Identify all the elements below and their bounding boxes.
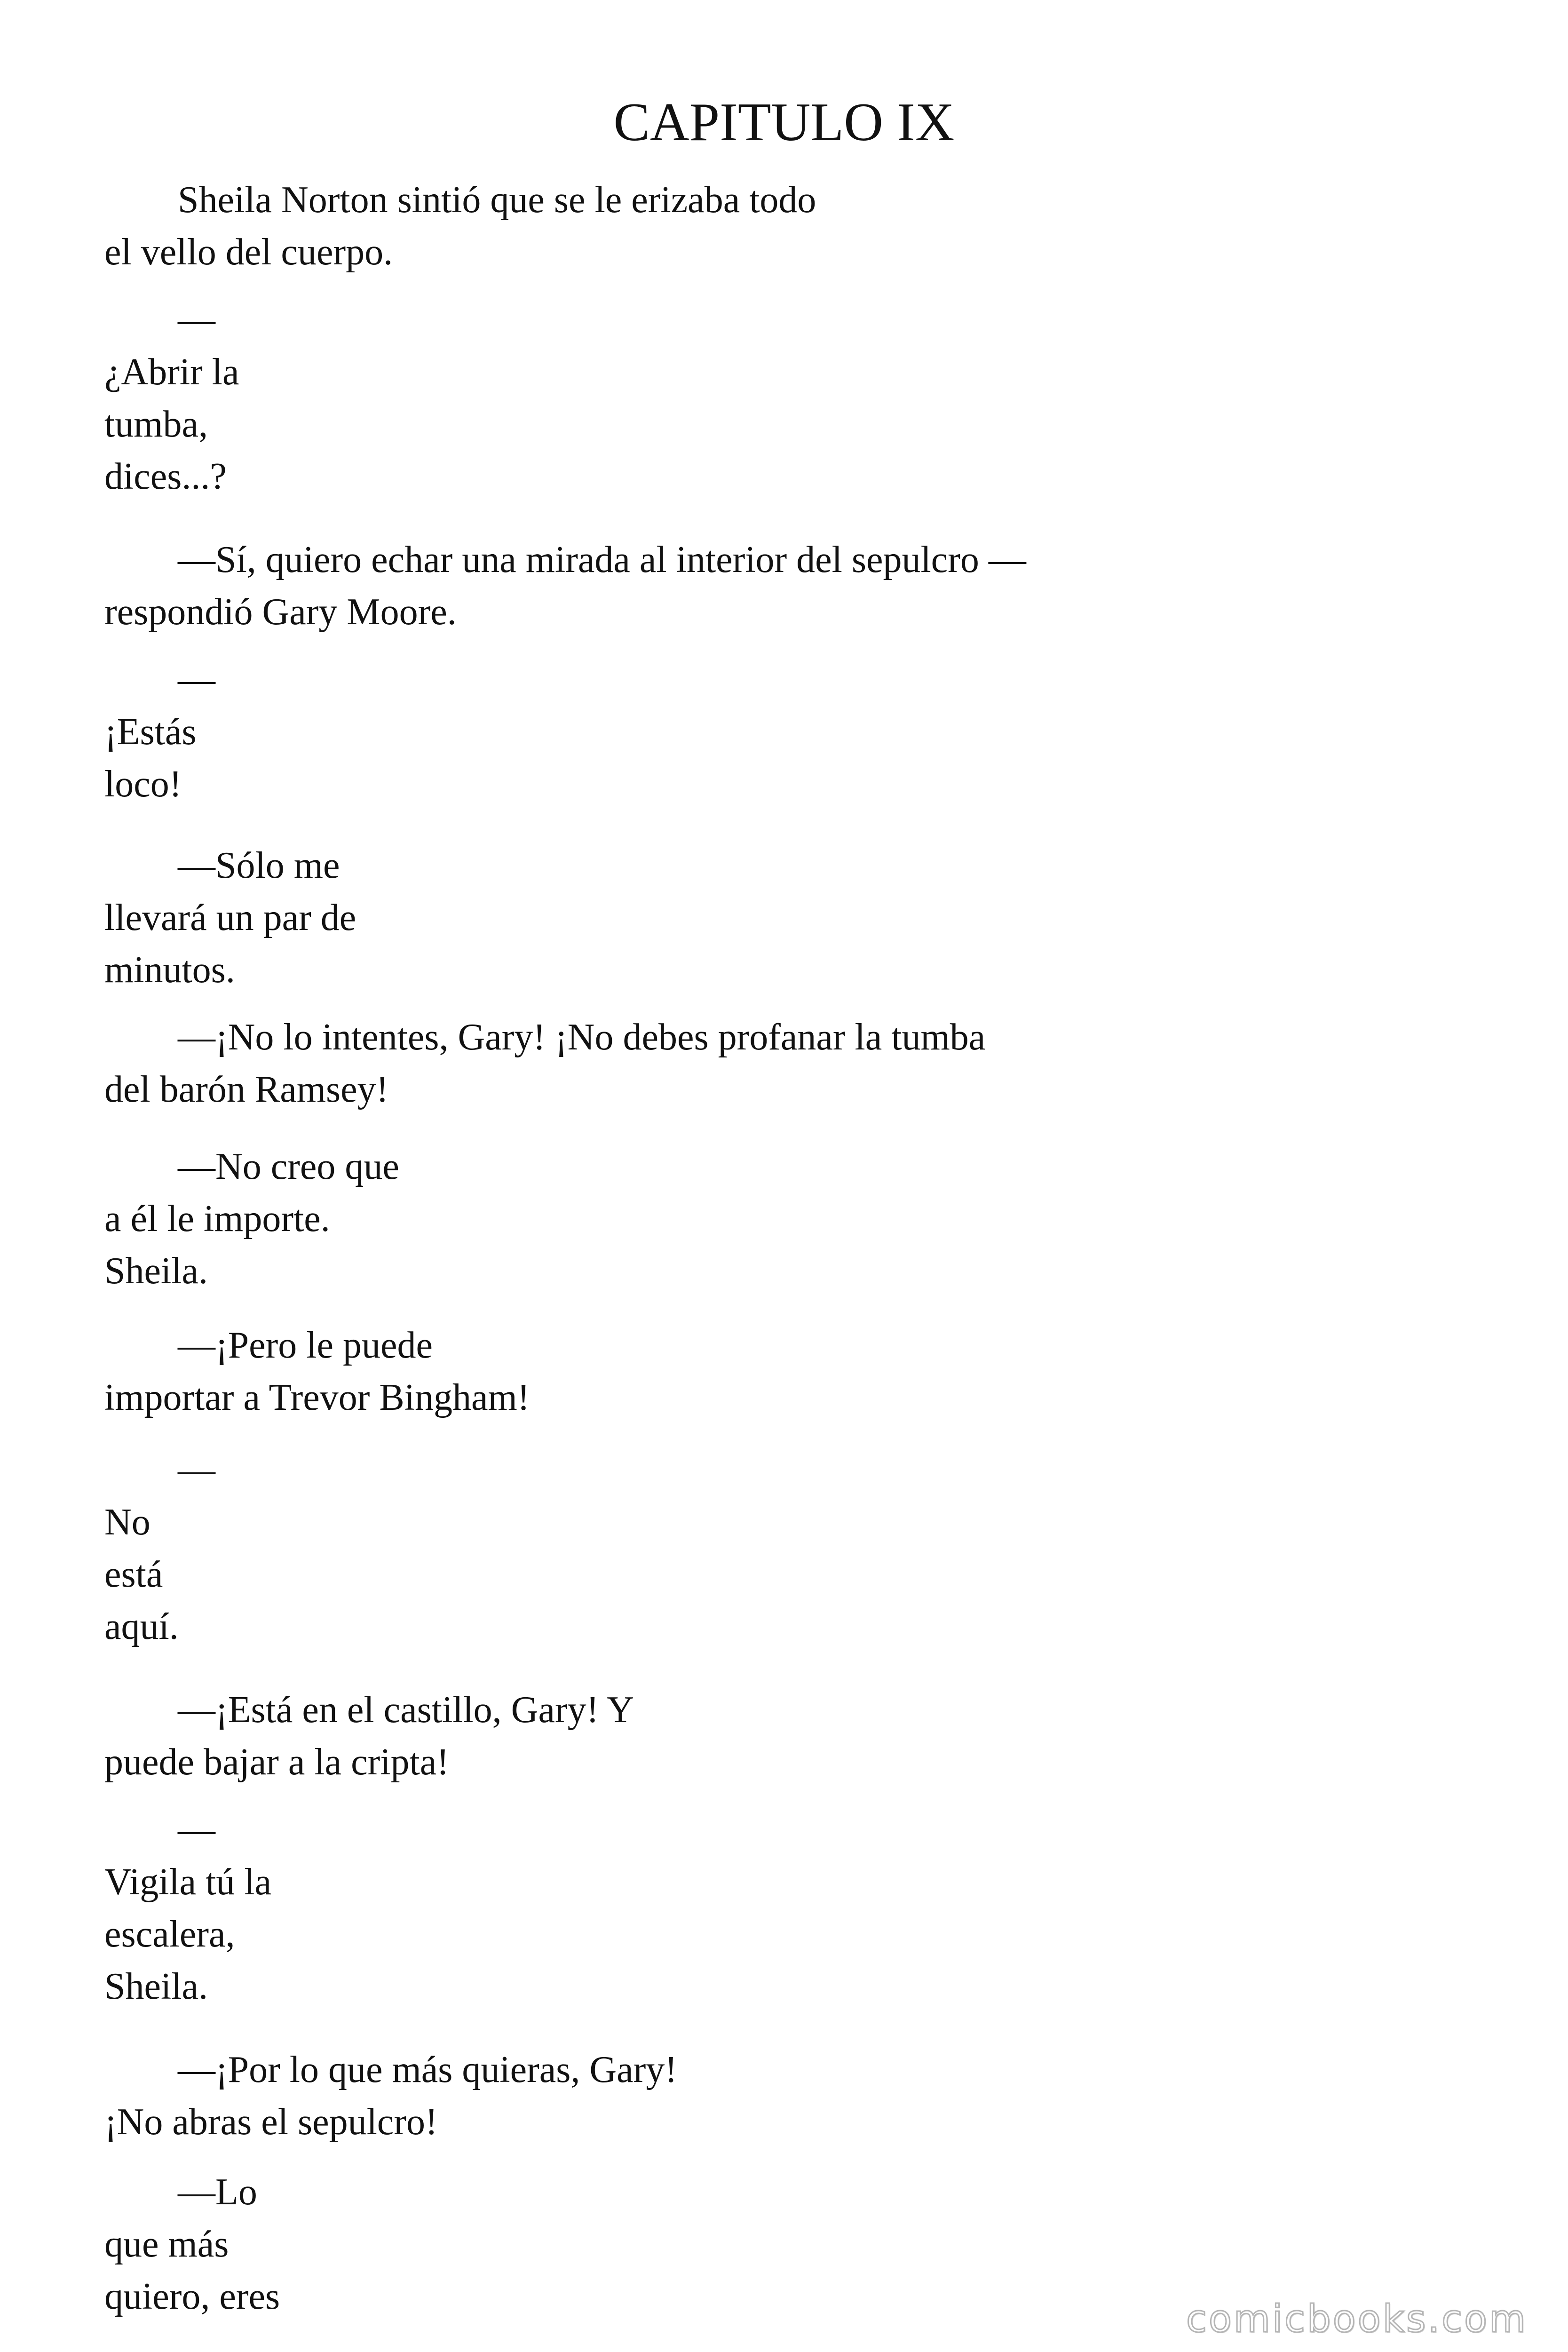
text-line: loco! xyxy=(104,763,182,805)
paragraph xyxy=(104,1804,387,2013)
paragraph xyxy=(104,1141,459,1297)
text-line: está xyxy=(104,1554,163,1595)
text-line: Vigila tú la xyxy=(104,1861,272,1903)
text-line: —¡No lo intentes, Gary! ¡No debes profanar la tumba xyxy=(178,1017,986,1058)
paragraph xyxy=(104,840,455,996)
text-line: del barón Ramsey! xyxy=(104,1069,389,1110)
text-line: importar a Trevor Bingham! xyxy=(104,1377,530,1418)
paragraph xyxy=(104,654,274,810)
text-line: —Sólo me xyxy=(178,845,340,886)
text-line: puede bajar a la cripta! xyxy=(104,1741,449,1783)
paragraph xyxy=(104,534,1261,638)
paragraph xyxy=(104,2044,800,2148)
text-line: —Sí, quiero echar una mirada al interior del sepulcro — xyxy=(178,539,1026,580)
paragraph xyxy=(104,1011,1186,1116)
text-line: ¿Abrir la xyxy=(104,351,239,393)
text-line: ¡Estás xyxy=(104,711,197,753)
text-line: respondió Gary Moore. xyxy=(104,591,457,633)
text-line: llevará un par de xyxy=(104,897,356,938)
chapter-title: CAPITULO IX xyxy=(613,92,955,152)
paragraph xyxy=(104,1684,749,1788)
text-line: — xyxy=(178,659,215,700)
text-line: dices...? xyxy=(104,456,227,497)
paragraph xyxy=(104,1319,617,1424)
text-line: ¡No abras el sepulcro! xyxy=(104,2101,438,2143)
text-line: —¡Está en el castillo, Gary! Y xyxy=(178,1689,634,1731)
text-line: aquí. xyxy=(104,1606,179,1647)
paragraph xyxy=(104,2166,311,2323)
text-line: Sheila. xyxy=(104,1250,208,1292)
text-line: No xyxy=(104,1502,150,1543)
watermark-logo: comicbooks.com xyxy=(1186,2297,1528,2341)
text-line: a él le importe. xyxy=(104,1198,330,1240)
text-line: —No creo que xyxy=(178,1146,399,1187)
text-line: el vello del cuerpo. xyxy=(104,231,393,273)
text-line: quiero, eres xyxy=(104,2276,280,2317)
text-line: —¡Por lo que más quieras, Gary! xyxy=(178,2049,677,2090)
text-line: que más xyxy=(104,2224,229,2265)
text-line: —¡Pero le puede xyxy=(178,1325,433,1366)
text-line: tumba, xyxy=(104,404,208,445)
text-line: minutos. xyxy=(104,949,235,991)
paragraph xyxy=(104,174,974,278)
text-line: — xyxy=(178,299,215,341)
text-line: Sheila. xyxy=(104,1966,208,2007)
text-line: — xyxy=(178,1809,215,1851)
text-line: Sheila Norton sintió que se le erizaba todo xyxy=(178,179,816,221)
paragraph xyxy=(104,294,274,503)
text-line: escalera, xyxy=(104,1914,235,1955)
text-line: — xyxy=(178,1449,215,1491)
text-line: —Lo xyxy=(178,2171,257,2213)
paragraph xyxy=(104,1444,274,1653)
